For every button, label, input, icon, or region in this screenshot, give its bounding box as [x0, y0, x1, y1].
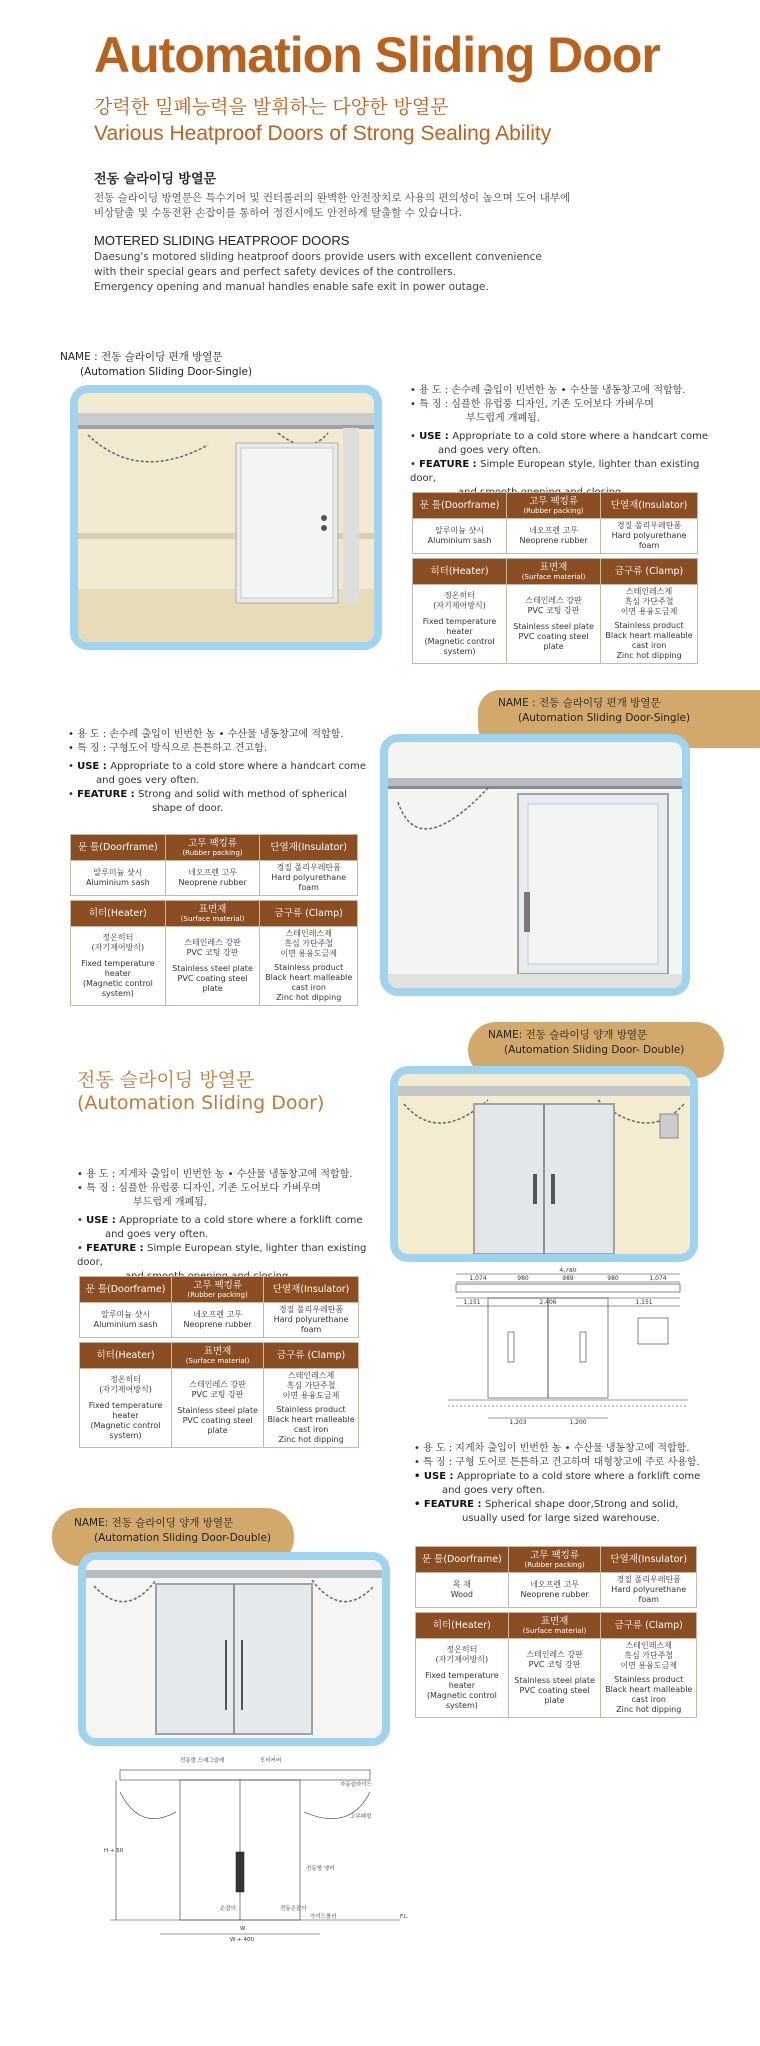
- product3-use-text: Appropriate to a cold store where a forklift come: [119, 1215, 363, 1226]
- product1-description: • 용 도 : 손수레 출입이 빈번한 농 • 수산물 냉동창고에 적합함. • 특 징 : 심플한 유럽풍 디자인, 기존 도어보다 가벼우며 부드럽게 개폐됨. • USE : Appropriate to a cold store where a handcart come and goes very often. • FEATURE : Simple European style, lighter than existing door,: [410, 384, 710, 500]
- text-product1-table-sf2: PVC 코팅 강판: [527, 606, 580, 615]
- product2-use-text2: and goes very often.: [96, 775, 200, 786]
- text-product1-table-insulator: 단열재(Insulator): [260, 835, 358, 861]
- text-product1-table-doorframe: 문 틀(Doorframe): [80, 1277, 172, 1303]
- text-product1-table-cl6: Zinc hot dipping: [616, 1705, 682, 1714]
- product3-photo: [390, 1066, 698, 1262]
- drawing2-label-7: 전동손잡이: [280, 1906, 307, 1912]
- text-product1-table-df1: 알루미늄 샷시: [435, 526, 484, 535]
- text-product3-df1: 알루미늄 샷시: [101, 1310, 150, 1319]
- text-product1-table-ht2: (자기제어방식): [99, 1385, 152, 1394]
- product3-bullet-feature-ko: • 특 징 : 심플한 유럽풍 디자인, 기존 도어보다 가벼우며: [77, 1183, 321, 1194]
- product3-description: • 용 도 : 지게차 출입이 빈번한 농 • 수산물 냉동창고에 적합함. • 특 징 : 심플한 유럽풍 디자인, 기존 도어보다 가벼우며 부드럽게 개폐됨. • USE : Appropriate to a cold store where a forklift come and goes very often. • FEATURE : Simple European style, lighter than existing door,: [77, 1168, 387, 1284]
- text-product1-table-surface: 표면재: [203, 1346, 232, 1357]
- product1-name-en: (Automation Sliding Door-Single): [80, 366, 253, 378]
- product1-use-text: Appropriate to a cold store where a handcart come: [452, 431, 708, 442]
- text-product1-table-sf3: Stainless steel plate: [177, 1406, 258, 1415]
- text-product4-df1: 목 재: [452, 1580, 471, 1589]
- text-product1-table-in2: Hard polyurethane foam: [611, 531, 687, 550]
- text-product1-table-ht2: (자기제어방식): [91, 943, 145, 952]
- text-product1-table-cl1: 스테인레스제: [287, 1371, 335, 1380]
- text-product4-df2: Wood: [450, 1590, 474, 1599]
- text-product1-table-df2: Aluminium sash: [427, 536, 492, 545]
- section2-title-en: (Automation Sliding Door): [77, 1092, 325, 1114]
- text-product1-table-cl1: 스테인레스제: [625, 587, 673, 596]
- product4-drawing-svg: [100, 1752, 420, 1942]
- product4-bullet-use-ko: • 용 도 : 지게차 출입이 빈번한 농 • 수산물 냉동창고에 적합함.: [414, 1443, 690, 1454]
- drawing1-dim-l2: 2,406: [539, 1299, 557, 1306]
- drawing1-dim-2: 980: [517, 1275, 529, 1282]
- text-product1-table-heater: 히터(Heater): [416, 1613, 509, 1639]
- text-product1-table-ht3: Fixed temperature heater: [425, 1671, 499, 1690]
- product4-bullet-feature-ko: • 특 징 : 구형 도어로 튼튼하고 견고하며 대형창고에 주로 사용함.: [414, 1457, 700, 1468]
- text-product1-table-rubber-en: (Rubber packing): [187, 1291, 248, 1299]
- text-product1-table-cl4: Stainless product: [614, 1675, 684, 1684]
- drawing2-label-5: 전동형 앵커: [306, 1866, 335, 1872]
- text-product1-table-cl3: 이면 용융도금제: [280, 949, 338, 958]
- product3-name: [488, 1028, 684, 1058]
- product2-name: [498, 696, 690, 726]
- drawing1-dim-5: 1,074: [649, 1275, 667, 1282]
- text-product1-table-rubber-en: (Rubber packing): [524, 1561, 585, 1569]
- text-product1-table-ht2: (자기제어방식): [433, 601, 486, 610]
- text-product1-table-cl4: Stainless product: [274, 963, 344, 972]
- text-product1-table-clamp: 금구류 (Clamp): [601, 1613, 697, 1639]
- text-product1-table-rubber: 고무 팩킹류: [188, 838, 237, 849]
- product2-use-text: Appropriate to a cold store where a handcart come: [110, 761, 366, 772]
- product3-door-image: [398, 1074, 690, 1254]
- text-product1-table-clamp: 금구류 (Clamp): [264, 1343, 359, 1369]
- text-product1-table-surface: 표면재: [198, 904, 227, 915]
- intro-text-ko-1: 전동 슬라이딩 방열문은 특수기어 및 컨터롤러의 완벽한 안전장치로 사용의 편의성이 높으며 도어 내부에: [94, 192, 571, 204]
- product2-feature-text2: shape of door.: [152, 803, 224, 814]
- drawing2-width-label: W: [240, 1926, 246, 1932]
- product4-use-text: Appropriate to a cold store where a forklift come: [457, 1471, 701, 1482]
- product2-use-label: USE :: [77, 761, 111, 772]
- section2-title-ko: 전동 슬라이딩 방열문: [77, 1069, 255, 1091]
- text-product1-table-sf2: PVC 코팅 강판: [191, 1390, 244, 1399]
- product3-technical-drawing: [448, 1268, 688, 1428]
- text-product1-table-rb2: Neoprene rubber: [519, 536, 588, 545]
- product4-use-text2: and goes very often.: [442, 1485, 546, 1496]
- product2-description: • 용 도 : 손수레 출입이 빈번한 농 • 수산물 냉동창고에 적합함. • 특 징 : 구형도어 방식으로 튼튼하고 견고함. • USE : Appropriate to a cold store where a handcart come and goes very often. • FEATURE : Strong and solid with method of spherical shape of door.: [68, 728, 368, 816]
- product3-spec-table: [79, 1276, 359, 1448]
- text-product1-table-ht1: 정온히터: [446, 1645, 478, 1654]
- product4-spec-table: [415, 1546, 697, 1718]
- text-product1-table-ht4: (Magnetic control system): [82, 979, 153, 998]
- drawing1-dim-l3: 1,151: [635, 1299, 653, 1306]
- text-product1-table-cl3: 이면 용융도금제: [620, 607, 678, 616]
- text-product1-table-rubber-en: (Rubber packing): [182, 849, 243, 857]
- drawing1-dim-top: 4,780: [559, 1268, 577, 1274]
- product4-use-label: • USE :: [414, 1471, 457, 1482]
- text-product1-table-in1: 경질 폴리우레탄폼: [616, 1575, 681, 1584]
- drawing2-floor-label: F.L: [400, 1914, 408, 1920]
- product2-bullet-feature-ko: • 특 징 : 구형도어 방식으로 튼튼하고 견고함.: [68, 743, 267, 754]
- text-product1-table-sf1: 스테인레스 강판: [189, 1380, 246, 1389]
- drawing2-label-3: 자동슬라이드: [340, 1782, 372, 1788]
- product1-bullet-use-ko: • 용 도 : 손수레 출입이 빈번한 농 • 수산물 냉동창고에 적합함.: [410, 385, 686, 396]
- product4-feature-label: • FEATURE :: [414, 1499, 485, 1510]
- text-product1-table-rubber: 고무 팩킹류: [530, 1550, 580, 1561]
- text-product3-df2: Aluminium sash: [93, 1320, 158, 1329]
- text-product1-table-heater: 히터(Heater): [80, 1343, 172, 1369]
- product3-drawing-svg: [448, 1268, 688, 1428]
- text-product1-table-heater: 히터(Heater): [413, 559, 507, 585]
- intro-heading-en: MOTERED SLIDING HEATPROOF DOORS: [94, 233, 350, 248]
- product4-name-ko: NAME: 전동 슬라이딩 양개 방열문: [74, 1517, 234, 1529]
- product1-door-image: [78, 393, 374, 642]
- text-product2-df1: 알루미늄 샷시: [93, 868, 143, 877]
- text-product1-table-ht1: 정온히터: [110, 1375, 141, 1384]
- text-product1-table-doorframe: 문 틀(Doorframe): [416, 1547, 509, 1573]
- drawing2-label-4: 고무패킹: [350, 1814, 372, 1820]
- text-product1-table-clamp: 금구류 (Clamp): [260, 901, 358, 927]
- text-product1-table-cl1: 스테인레스제: [285, 929, 332, 938]
- text-product1-table-rb1: 네오프렌 고무: [529, 526, 579, 535]
- text-product1-table-surface-en: (Surface material): [180, 915, 245, 923]
- text-product1-table-cl5: Black heart malleable cast iron: [605, 631, 693, 650]
- text-product1-table-rubber: 고무 팩킹류: [193, 1280, 243, 1291]
- intro-block: [94, 168, 694, 295]
- text-product1-table-rubber: 고무 팩킹류: [529, 496, 579, 507]
- product3-name-en: (Automation Sliding Door- Double): [504, 1044, 685, 1056]
- product2-feature-text: Strong and solid with method of spherical: [138, 789, 348, 800]
- text-product1-table-in2: Hard polyurethane foam: [273, 1315, 349, 1334]
- text-product1-table-surface-en: (Surface material): [185, 1357, 250, 1365]
- text-product1-table-sf4: PVC coating steel plate: [519, 1686, 590, 1705]
- product4-technical-drawing: [100, 1752, 420, 1942]
- text-product1-table-insulator: 단열재(Insulator): [264, 1277, 359, 1303]
- drawing2-label-8: 가이드롤러: [310, 1914, 337, 1920]
- text-product1-table-sf1: 스테인레스 강판: [526, 1650, 583, 1659]
- drawing2-height-label: H + 50: [104, 1848, 124, 1854]
- product4-name: [74, 1516, 271, 1546]
- text-product1-table-cl6: Zinc hot dipping: [278, 1435, 344, 1444]
- text-product1-table-ht2: (자기제어방식): [435, 1655, 489, 1664]
- text-product1-table-cl2: 흑심 가단주철: [286, 1381, 336, 1390]
- text-product1-table-rb1: 네오프렌 고무: [193, 1310, 243, 1319]
- product4-door-image: [86, 1560, 382, 1738]
- page-title: Automation Sliding Door: [94, 27, 660, 83]
- text-product1-table-surface-en: (Surface material): [522, 1627, 587, 1635]
- intro-text-en-3: Emergency opening and manual handles enable safe exit in power outage.: [94, 281, 489, 293]
- text-product1-table-ht3: Fixed temperature heater: [81, 959, 155, 978]
- text-product1-table-doorframe: 문 틀(Doorframe): [413, 493, 507, 519]
- text-product1-table-cl2: 흑심 가단주철: [624, 597, 674, 606]
- text-product1-table-rb1: 네오프렌 고무: [188, 868, 238, 877]
- text-product1-table-sf3: Stainless steel plate: [513, 622, 594, 631]
- text-product1-table-rubber-en: (Rubber packing): [523, 507, 584, 515]
- text-product1-table-cl1: 스테인레스제: [625, 1641, 672, 1650]
- intro-text-en-1: Daesung's motored sliding heatproof doors provide users with excellent convenience: [94, 251, 542, 263]
- product4-feature-text2: usually used for large sized warehouse.: [462, 1513, 660, 1524]
- product1-use-label: USE :: [419, 431, 453, 442]
- text-product1-table-cl2: 흑심 가단주철: [624, 1651, 674, 1660]
- product2-photo: [380, 734, 690, 996]
- text-product1-table-sf1: 스테인레스 강판: [184, 938, 241, 947]
- product2-name-ko: NAME : 전동 슬라이딩 편개 방열문: [498, 697, 661, 709]
- product3-feature-label: FEATURE :: [86, 1243, 148, 1254]
- text-product1-table-cl2: 흑심 가단주철: [284, 939, 334, 948]
- text-product1-table-rb1: 네오프렌 고무: [530, 1580, 580, 1589]
- text-product1-table-sf4: PVC coating steel plate: [177, 974, 248, 993]
- product1-use-text2: and goes very often.: [438, 445, 542, 456]
- product3-feature-text: Simple European style, lighter than existing door,: [77, 1243, 367, 1268]
- text-product1-table-in2: Hard polyurethane foam: [271, 873, 347, 892]
- product4-description: [414, 1442, 734, 1526]
- text-product1-table-sf4: PVC coating steel plate: [182, 1416, 253, 1435]
- product1-feature-text: Simple European style, lighter than existing door,: [410, 459, 700, 484]
- text-product1-table-sf3: Stainless steel plate: [172, 964, 253, 973]
- text-product2-df2: Aluminium sash: [85, 878, 150, 887]
- text-product1-table-sf2: PVC 코팅 강판: [186, 948, 239, 957]
- text-product1-table-surface: 표면재: [540, 1616, 569, 1627]
- product1-name-ko: NAME : 전동 슬라이딩 편개 방열문: [60, 351, 223, 363]
- text-product1-table-cl3: 이면 용융도금제: [282, 1391, 340, 1400]
- product1-name: [60, 350, 252, 380]
- intro-text-en-2: with their special gears and perfect safety devices of the controllers.: [94, 266, 456, 278]
- drawing2-label-1: 전동형 드래그슬레: [180, 1758, 225, 1764]
- text-product1-table-heater: 히터(Heater): [71, 901, 166, 927]
- drawing1-dim-b1: 1,203: [509, 1419, 527, 1426]
- text-product1-table-ht1: 정온히터: [444, 591, 475, 600]
- product1-spec-table: [412, 492, 698, 664]
- text-product1-table-rb2: Neoprene rubber: [178, 878, 247, 887]
- text-product1-table-sf3: Stainless steel plate: [514, 1676, 595, 1685]
- text-product1-table-ht3: Fixed temperature heater: [422, 617, 497, 636]
- drawing1-dim-4: 980: [607, 1275, 619, 1282]
- text-product1-table-in1: 경질 폴리우레탄폼: [276, 863, 341, 872]
- text-product1-table-ht3: Fixed temperature heater: [88, 1401, 163, 1420]
- text-product1-table-ht4: (Magnetic control system): [424, 637, 495, 656]
- text-product1-table-sf2: PVC 코팅 강판: [528, 1660, 581, 1669]
- product4-feature-text: Spherical shape door,Strong and solid,: [484, 1499, 679, 1510]
- product2-spec-table: [70, 834, 358, 1006]
- text-product1-table-cl4: Stainless product: [614, 621, 684, 630]
- intro-text-ko-2: 비상탈출 및 수동전환 손잡이를 통하여 정전시에도 안전하게 탈출할 수 있습니다.: [94, 207, 463, 219]
- text-product1-table-cl5: Black heart malleable cast iron: [267, 1415, 355, 1434]
- drawing2-total-width-label: W + 400: [230, 1937, 255, 1942]
- drawing2-label-2: 모터커버: [260, 1758, 282, 1764]
- subtitle-korean: 강력한 밀폐능력을 발휘하는 다양한 방열문: [94, 96, 449, 118]
- product1-feature-label: FEATURE :: [419, 459, 481, 470]
- text-product1-table-ht4: (Magnetic control system): [90, 1421, 161, 1440]
- text-product1-table-ht4: (Magnetic control system): [426, 1691, 497, 1710]
- text-product1-table-cl6: Zinc hot dipping: [616, 651, 682, 660]
- product1-bullet-feature-ko: • 특 징 : 심플한 유럽풍 디자인, 기존 도어보다 가벼우며: [410, 399, 654, 410]
- product3-use-label: USE :: [86, 1215, 120, 1226]
- text-product1-table-insulator: 단열재(Insulator): [601, 493, 698, 519]
- text-product1-table-clamp: 금구류 (Clamp): [601, 559, 698, 585]
- product4-name-en: (Automation Sliding Door-Double): [94, 1532, 271, 1544]
- product4-photo: [78, 1552, 390, 1746]
- text-product1-table-insulator: 단열재(Insulator): [601, 1547, 697, 1573]
- intro-heading-ko: 전동 슬라이딩 방열문: [94, 172, 217, 187]
- text-product1-table-sf1: 스테인레스 강판: [525, 596, 582, 605]
- text-product1-table-surface-en: (Surface material): [521, 573, 586, 581]
- drawing1-dim-b2: 1,200: [569, 1419, 587, 1426]
- text-product1-table-cl5: Black heart malleable cast iron: [605, 1685, 693, 1704]
- drawing1-dim-1: 1,074: [469, 1275, 487, 1282]
- text-product1-table-in2: Hard polyurethane foam: [611, 1585, 687, 1604]
- product2-name-en: (Automation Sliding Door-Single): [518, 712, 691, 724]
- product3-name-ko: NAME: 전동 슬라이딩 양개 방열문: [488, 1029, 648, 1041]
- product3-bullet-feature-ko-cont: 부드럽게 개폐됨.: [133, 1197, 207, 1208]
- drawing1-dim-3: 989: [562, 1275, 574, 1282]
- product2-feature-label: FEATURE :: [77, 789, 139, 800]
- product3-use-text2: and goes very often.: [105, 1229, 209, 1240]
- text-product1-table-cl6: Zinc hot dipping: [276, 993, 342, 1002]
- drawing1-dim-l1: 1,151: [463, 1299, 481, 1306]
- text-product1-table-cl3: 이면 용융도금제: [620, 1661, 678, 1670]
- text-product1-table-in1: 경질 폴리우레탄폼: [616, 521, 682, 530]
- text-product1-table-rb2: Neoprene rubber: [520, 1590, 589, 1599]
- text-product1-table-in1: 경질 폴리우레탄폼: [278, 1305, 344, 1314]
- product2-door-image: [388, 742, 682, 988]
- drawing2-label-6: 손잡이: [220, 1906, 236, 1912]
- text-product1-table-cl5: Black heart malleable cast iron: [265, 973, 353, 992]
- subtitle-english: Various Heatproof Doors of Strong Sealing Ability: [94, 122, 552, 145]
- product1-bullet-feature-ko-cont: 부드럽게 개폐됨.: [466, 413, 540, 424]
- text-product1-table-rb2: Neoprene rubber: [183, 1320, 252, 1329]
- text-product1-table-surface: 표면재: [539, 562, 568, 573]
- text-product1-table-sf4: PVC coating steel plate: [518, 632, 589, 651]
- product1-photo: [70, 385, 382, 650]
- text-product1-table-doorframe: 문 틀(Doorframe): [71, 835, 166, 861]
- product2-bullet-use-ko: • 용 도 : 손수레 출입이 빈번한 농 • 수산물 냉동창고에 적합함.: [68, 729, 344, 740]
- product3-bullet-use-ko: • 용 도 : 지게차 출입이 빈번한 농 • 수산물 냉동창고에 적합함.: [77, 1169, 353, 1180]
- text-product1-table-cl4: Stainless product: [276, 1405, 346, 1414]
- text-product1-table-ht1: 정온히터: [102, 933, 134, 942]
